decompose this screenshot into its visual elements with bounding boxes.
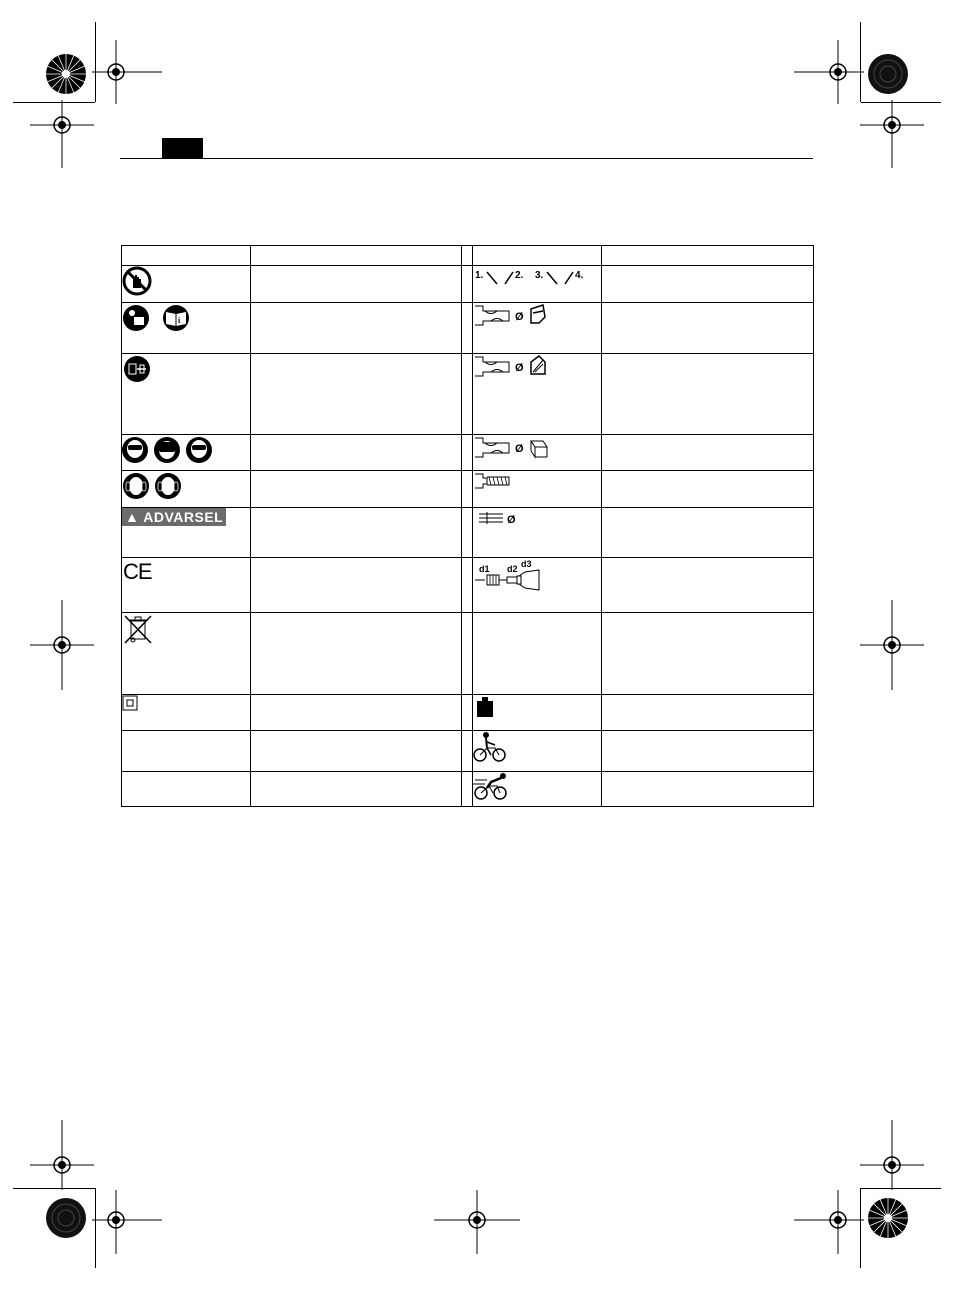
gear-4-label: 4. xyxy=(575,270,584,281)
cyclist-fast-icon xyxy=(473,772,509,800)
header-rule xyxy=(120,158,813,159)
table-cell xyxy=(473,613,602,695)
chuck-range-icon xyxy=(473,558,553,594)
diameter-symbol: Ø xyxy=(507,514,516,526)
table-row xyxy=(122,303,814,354)
table-cell xyxy=(462,508,473,558)
table-cell xyxy=(462,471,473,508)
table-cell xyxy=(251,613,462,695)
table-cell xyxy=(602,303,814,354)
crosshair-icon xyxy=(794,40,864,104)
table-row xyxy=(122,435,814,471)
table-cell xyxy=(122,695,251,731)
crosshair-icon xyxy=(92,40,162,104)
table-cell xyxy=(473,508,602,558)
crosshair-icon xyxy=(92,1190,162,1254)
gear-positions-icon xyxy=(473,266,593,288)
crosshair-icon xyxy=(860,600,924,690)
crossed-bin-icon xyxy=(122,613,154,645)
crosshair-icon xyxy=(30,100,94,168)
ce-mark-icon xyxy=(122,558,158,584)
table-cell xyxy=(602,613,814,695)
crosshair-icon xyxy=(794,1190,864,1254)
table-header-row xyxy=(122,246,814,266)
crossed-hand-icon xyxy=(122,266,152,296)
table-row xyxy=(122,772,814,807)
language-tab xyxy=(162,138,203,159)
table-row xyxy=(122,558,814,613)
table-cell xyxy=(602,354,814,435)
table-cell xyxy=(602,508,814,558)
table-cell xyxy=(251,435,462,471)
screw-diameter-icon xyxy=(473,508,533,528)
crosshair-icon xyxy=(860,100,924,168)
table-cell xyxy=(473,471,602,508)
table-cell xyxy=(122,558,251,613)
warning-triangle-icon: ▲ xyxy=(125,509,140,525)
table-cell xyxy=(462,558,473,613)
d2-label: d2 xyxy=(507,564,518,574)
gear-2-label: 2. xyxy=(515,270,524,281)
drill-masonry-icon xyxy=(473,435,573,459)
table-cell xyxy=(251,303,462,354)
crosshair-icon xyxy=(860,1120,924,1190)
table-cell xyxy=(251,354,462,435)
drill-wood-icon xyxy=(473,354,573,378)
ear-protection-icon xyxy=(122,471,192,501)
registration-starburst-icon xyxy=(866,1196,910,1240)
table-cell xyxy=(462,695,473,731)
table-cell xyxy=(251,266,462,303)
table-cell xyxy=(462,731,473,772)
d1-label: d1 xyxy=(479,564,490,574)
drill-steel-icon xyxy=(473,303,573,327)
registration-dot-icon xyxy=(44,1196,88,1240)
cyclist-slow-icon xyxy=(473,731,507,763)
table-cell xyxy=(462,435,473,471)
table-cell xyxy=(251,558,462,613)
table-cell xyxy=(602,435,814,471)
table-cell xyxy=(473,354,602,435)
table-cell xyxy=(462,772,473,807)
table-row xyxy=(122,731,814,772)
table-cell xyxy=(122,435,251,471)
table-cell xyxy=(473,558,602,613)
table-cell xyxy=(602,731,814,772)
table-cell xyxy=(122,613,251,695)
table-cell xyxy=(251,772,462,807)
table-cell xyxy=(473,695,602,731)
gear-1-label: 1. xyxy=(475,270,484,281)
table-row xyxy=(122,471,814,508)
table-cell xyxy=(251,471,462,508)
table-cell xyxy=(251,695,462,731)
table-cell xyxy=(462,354,473,435)
table-cell xyxy=(122,471,251,508)
crosshair-icon xyxy=(30,600,94,690)
table-cell xyxy=(122,354,251,435)
table-cell xyxy=(122,772,251,807)
warning-label xyxy=(122,508,226,526)
ce-mark-text: CE xyxy=(123,559,152,584)
d3-label: d3 xyxy=(521,559,532,569)
weight-icon xyxy=(473,695,497,719)
table-cell xyxy=(602,695,814,731)
table-cell xyxy=(122,303,251,354)
table-cell xyxy=(473,266,602,303)
table-row xyxy=(122,613,814,695)
svg-text:i: i xyxy=(178,316,181,325)
crosshair-icon xyxy=(30,1120,94,1190)
table-cell xyxy=(122,508,251,558)
diameter-symbol: Ø xyxy=(515,311,524,323)
diameter-symbol: Ø xyxy=(515,443,524,455)
symbols-table xyxy=(121,245,814,807)
table-cell xyxy=(473,246,602,266)
table-cell xyxy=(602,558,814,613)
registration-starburst-icon xyxy=(44,52,88,96)
table-cell xyxy=(122,266,251,303)
crosshair-icon xyxy=(434,1190,520,1254)
table-cell xyxy=(473,731,602,772)
unplug-icon xyxy=(122,354,152,384)
table-cell xyxy=(251,508,462,558)
table-row xyxy=(122,695,814,731)
table-cell xyxy=(473,772,602,807)
double-square-icon xyxy=(122,695,140,713)
table-cell xyxy=(602,246,814,266)
table-cell xyxy=(473,435,602,471)
screw-icon xyxy=(473,471,533,491)
table-cell xyxy=(473,303,602,354)
registration-dot-icon xyxy=(866,52,910,96)
table-cell xyxy=(462,613,473,695)
table-cell xyxy=(251,731,462,772)
table-row xyxy=(122,266,814,303)
gear-3-label: 3. xyxy=(535,270,544,281)
table-cell xyxy=(602,772,814,807)
table-cell xyxy=(122,731,251,772)
diameter-symbol: Ø xyxy=(515,362,524,374)
warning-label-text: ADVARSEL xyxy=(143,509,224,525)
protective-goggles-icon xyxy=(122,435,222,465)
table-cell xyxy=(462,266,473,303)
table-cell xyxy=(602,471,814,508)
table-cell xyxy=(462,246,473,266)
table-cell xyxy=(251,246,462,266)
table-cell xyxy=(122,246,251,266)
table-cell xyxy=(602,266,814,303)
read-manual-icon xyxy=(122,303,222,333)
table-cell xyxy=(462,303,473,354)
table-row xyxy=(122,508,814,558)
table-row xyxy=(122,354,814,435)
